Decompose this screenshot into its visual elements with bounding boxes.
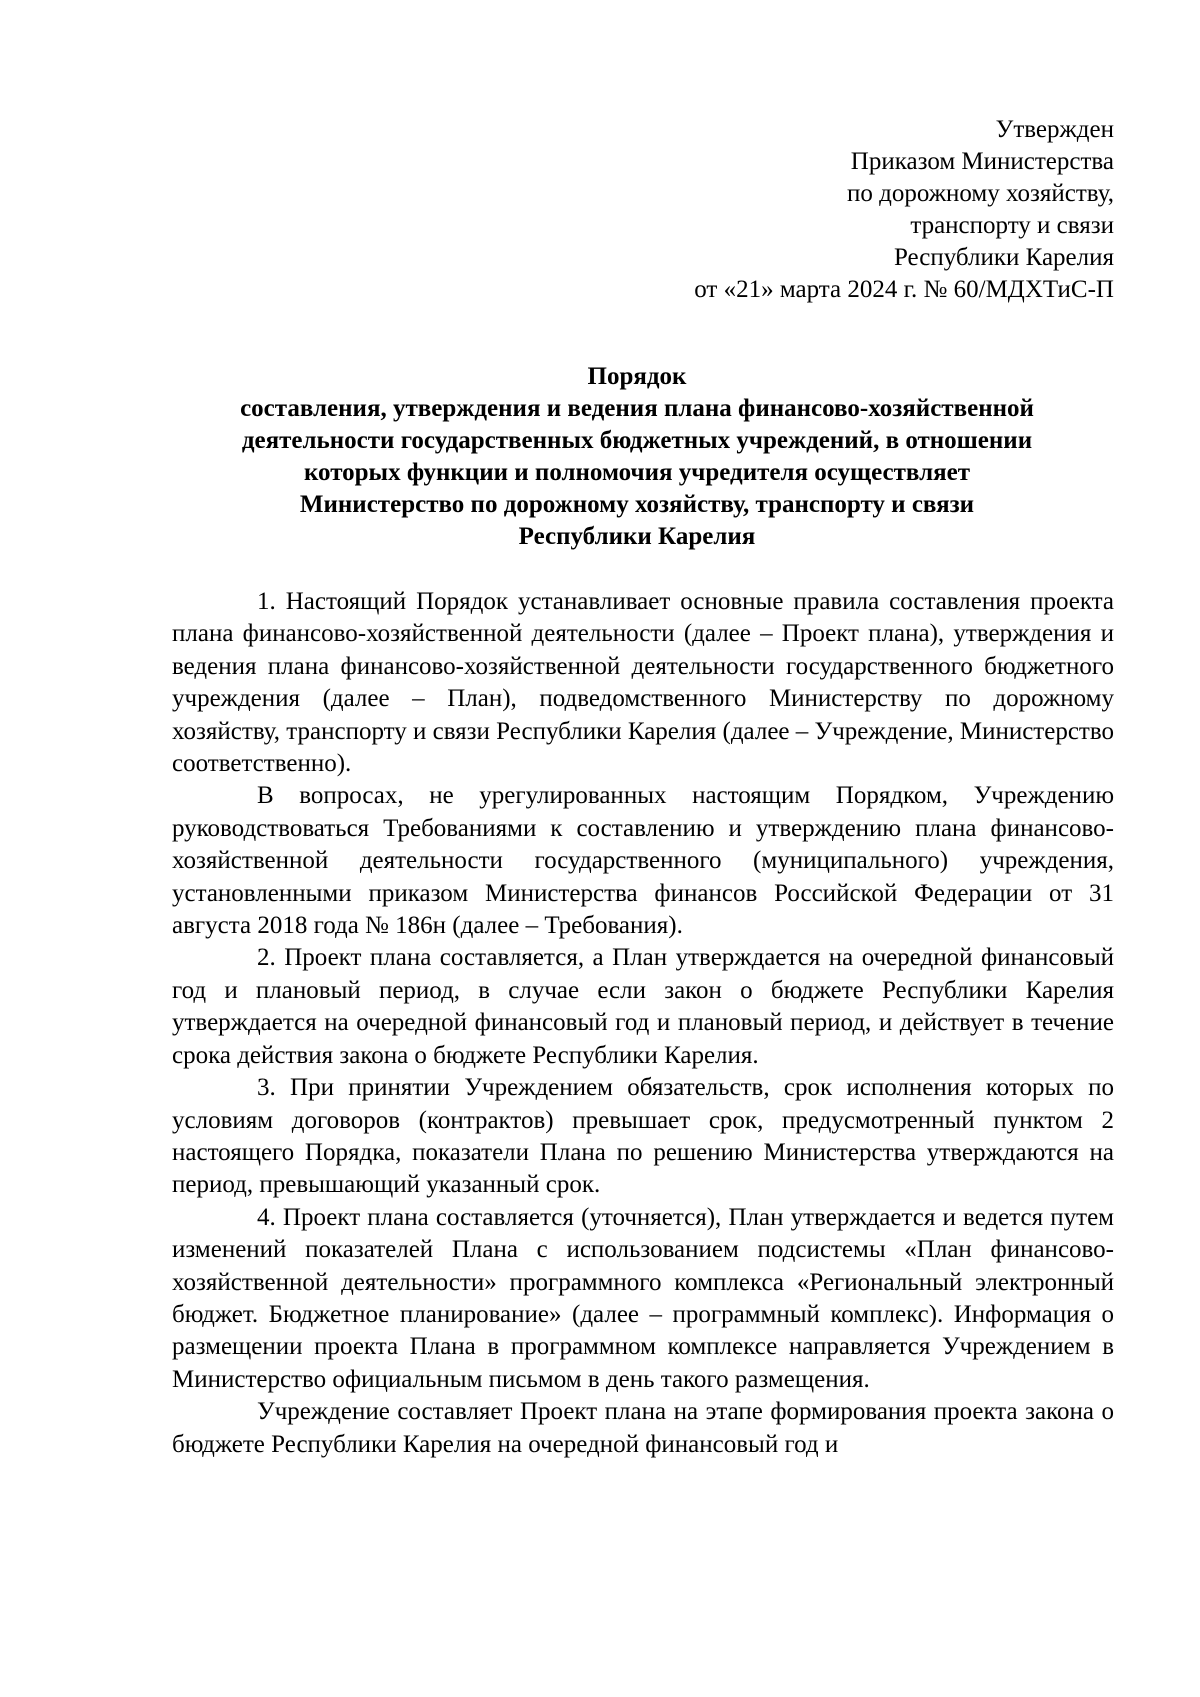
title-line: Порядок — [587, 363, 687, 390]
paragraph: 2. Проект плана составляется, а План утверждается на очередной финансовый год и плановый период, в случае если закон о бюджете Республики Карелия утверждается на очередной финансовый год и плановый период, и действует в течение срока действия закона о бюджете Республики Карелия. — [172, 944, 1114, 1069]
approval-line: Утвержден — [995, 116, 1114, 143]
title-line: деятельности государственных бюджетных учреждений, в отношении — [241, 427, 1033, 454]
title-line: Министерство по дорожному хозяйству, транспорту и связи — [299, 491, 975, 518]
approval-stamp — [554, 114, 1114, 306]
paragraph: 3. При принятии Учреждением обязательств, срок исполнения которых по условиям договоров (контрактов) превышает срок, предусмотренный пунктом 2 настоящего Порядка, показатели Плана по решению Министерства утверждаются на период, превышающий указанный срок. — [172, 1074, 1114, 1199]
approval-line: по дорожному хозяйству, — [847, 180, 1114, 207]
paragraph: 4. Проект плана составляется (уточняется), План утверждается и ведется путем изменений показателей Плана с использованием подсистемы «План финансово-хозяйственной деятельности» программного комплекса «Региональный электронный бюджет. Бюджетное планирование» (далее – программный комплекс). Информация о размещении проекта Плана в программном комплексе направляется Учреждением в Министерство официальным письмом в день такого размещения. — [172, 1203, 1114, 1393]
document-title — [160, 361, 1114, 553]
approval-line: Республики Карелия — [893, 244, 1114, 271]
paragraph: 1. Настоящий Порядок устанавливает основные правила составления проекта плана финансово-хозяйственной деятельности (далее – Проект плана), утверждения и ведения плана финансово-хозяйственной деятельности государственного бюджетного учреждения (далее – План), подведомственного Министерству по дорожному хозяйству, транспорту и связи Республики Карелия (далее – Учреждение, Министерство соответственно). — [172, 588, 1114, 778]
title-line: которых функции и полномочия учредителя осуществляет — [303, 459, 971, 486]
title-line: составления, утверждения и ведения плана финансово-хозяйственной — [240, 395, 1034, 422]
title-line: Республики Карелия — [518, 523, 756, 550]
document-body — [172, 586, 1114, 1461]
approval-line: Приказом Министерства — [850, 148, 1114, 175]
paragraph: В вопросах, не урегулированных настоящим Порядком, Учреждению руководствоваться Требованиями к составлению и утверждению плана финансово-хозяйственной деятельности государственного (муниципального) учреждения, установленными приказом Министерства финансов Российской Федерации от 31 августа 2018 года № 186н (далее – Требования). — [172, 782, 1114, 940]
approval-line: от «21» марта 2024 г. № 60/МДХТиС-П — [694, 276, 1114, 303]
approval-line: транспорту и связи — [910, 212, 1114, 239]
paragraph: Учреждение составляет Проект плана на этапе формирования проекта закона о бюджете Республики Карелия на очередной финансовый год и — [172, 1398, 1114, 1458]
